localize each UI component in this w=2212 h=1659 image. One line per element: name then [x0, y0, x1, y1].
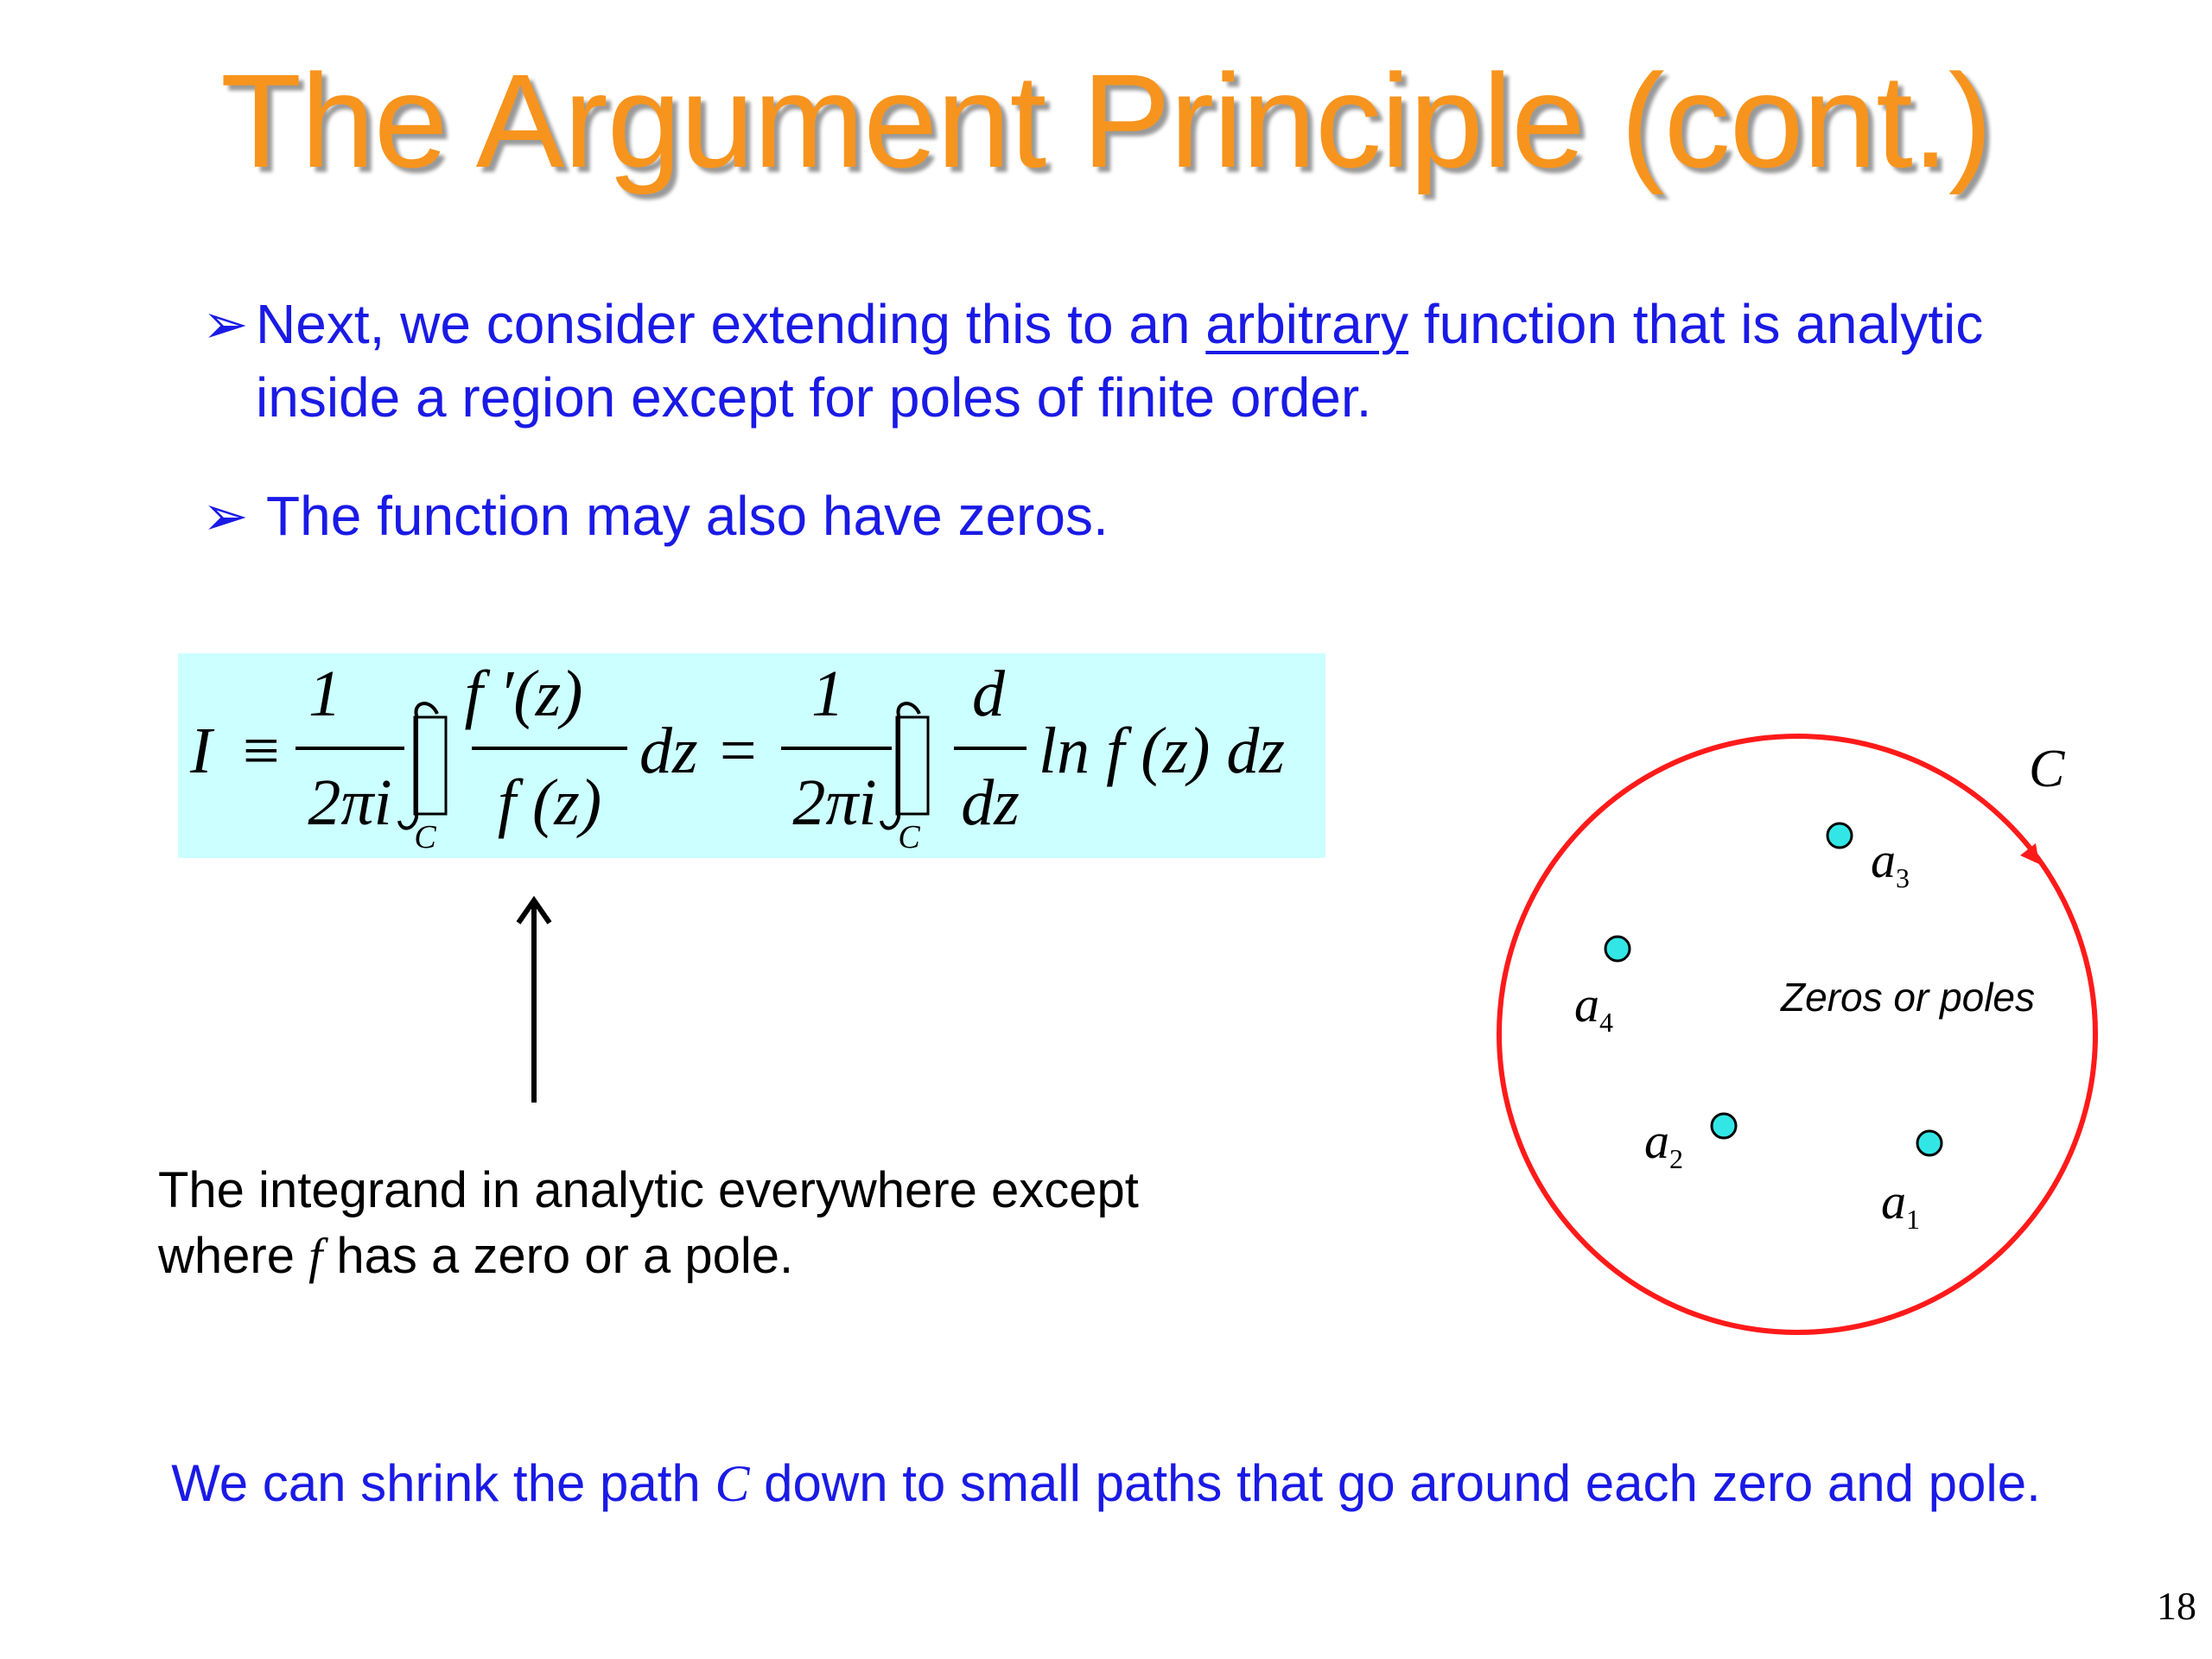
slide-title: The Argument Principle (cont.) — [220, 47, 1992, 195]
underlined-word: arbitrary — [1205, 293, 1408, 355]
point-a4-label: $a_4$ — [1574, 976, 1613, 1038]
point-a1 — [1917, 1131, 1942, 1155]
eq-ln-term: ln f (z) dz — [1039, 715, 1285, 787]
eq-2pii-1: 2πi — [308, 766, 392, 839]
contour-diagram — [1469, 717, 2126, 1357]
zeros-or-poles-label: Zeros or poles — [1781, 975, 2036, 1020]
point-a2 — [1712, 1114, 1736, 1138]
integrand-note — [158, 1158, 1139, 1289]
bullet-text-after: function that is analytic inside a region except for poles of finite order. — [256, 293, 1984, 429]
point-a2-label: $a_2$ — [1644, 1113, 1683, 1174]
point-a3 — [1827, 823, 1852, 848]
bottom-before: We can shrink the path — [171, 1454, 715, 1512]
bullet-arrow-icon: ➢ — [202, 293, 249, 355]
eq-equals: = — [715, 715, 760, 787]
contour-label: C — [2029, 740, 2065, 798]
point-a3-label: $a_3$ — [1871, 832, 1910, 893]
note-line-2-after: has a zero or a pole. — [322, 1228, 794, 1284]
bullet-zeros — [202, 480, 1109, 553]
eq-one-1: 1 — [308, 658, 341, 730]
contour-integral-icon-1 — [399, 703, 446, 855]
point-a4 — [1605, 937, 1630, 961]
note-line-1: The integrand in analytic everywhere except — [158, 1162, 1139, 1218]
page-number: 18 — [2157, 1584, 2196, 1628]
eq-lhs: I — [190, 715, 213, 787]
up-arrow-icon — [510, 890, 558, 1106]
equation-box — [178, 653, 1325, 858]
bottom-c: C — [715, 1455, 750, 1512]
contour-label-1: C — [414, 819, 436, 855]
eq-2pii-2: 2πi — [792, 766, 877, 839]
bullet-arbitrary-function — [202, 288, 2051, 435]
bottom-statement — [0, 1453, 2212, 1514]
eq-one-2: 1 — [811, 658, 844, 730]
note-f: f — [308, 1228, 323, 1284]
bullet-arrow-icon: ➢ — [202, 485, 249, 547]
eq-den-1: f (z) — [497, 766, 602, 839]
eq-dz: dz — [639, 715, 698, 787]
bullet-text: The function may also have zeros. — [266, 485, 1109, 547]
contour-circle — [1499, 736, 2095, 1332]
eq-d: d — [972, 658, 1005, 730]
eq-num-1: f ′(z) — [464, 658, 583, 730]
bullet-text-before: Next, we consider extending this to an — [256, 293, 1206, 355]
eq-equiv: ≡ — [238, 715, 283, 787]
contour-integral-icon-2 — [881, 703, 928, 855]
equation — [178, 653, 1325, 858]
point-a1-label: $a_1$ — [1881, 1173, 1920, 1235]
eq-dz-den: dz — [961, 766, 1020, 839]
note-line-2-before: where — [158, 1228, 309, 1284]
contour-label-2: C — [898, 819, 920, 855]
bottom-after: down to small paths that go around each zero and pole. — [749, 1454, 2041, 1512]
